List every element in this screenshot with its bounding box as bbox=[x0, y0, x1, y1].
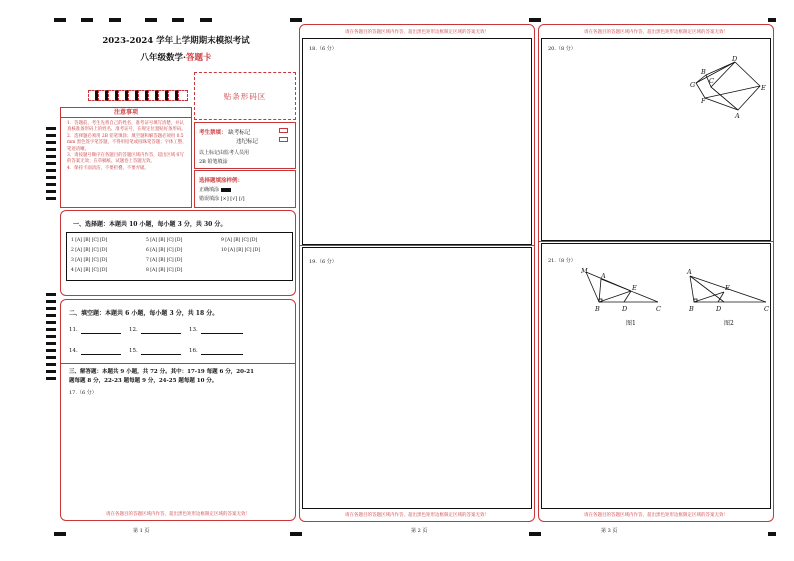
choice-item[interactable]: 1 [A] [B] [C] [D] bbox=[71, 238, 108, 243]
vertex-label: B bbox=[701, 68, 706, 76]
exam-status-box bbox=[194, 122, 296, 169]
wrong-fill-samples: [×] [√] [/] bbox=[220, 196, 245, 202]
page-number: 第 2 页 bbox=[411, 528, 428, 534]
grade-subject: 八年级数学 bbox=[140, 53, 184, 63]
fill-example-title: 选择题填涂样例： bbox=[199, 178, 244, 184]
section-choice bbox=[60, 210, 296, 296]
question-21-label: 21.（8 分） bbox=[548, 258, 576, 264]
vertex-label: E bbox=[725, 284, 730, 292]
positioning-mark bbox=[768, 18, 776, 22]
notice-box bbox=[60, 107, 192, 208]
exam-subtitle bbox=[60, 51, 292, 63]
timing-marks-top bbox=[46, 127, 56, 204]
vertex-label: D bbox=[622, 305, 628, 313]
notice-title: 注意事项 bbox=[61, 108, 191, 118]
timing-marks-bottom bbox=[46, 293, 56, 384]
section-fill-and-solve bbox=[60, 299, 296, 521]
section-solve-title-line: 三、解答题：本题共 9 小题，共 72 分。其中：17-19 每题 6 分，20-21 bbox=[69, 369, 254, 375]
vertex-label: F bbox=[701, 97, 706, 105]
vertex-label: C bbox=[764, 305, 769, 313]
wrong-fill-label: 错误填涂 bbox=[199, 196, 220, 202]
positioning-mark bbox=[529, 532, 541, 536]
positioning-mark bbox=[529, 18, 541, 22]
correct-fill-label: 正确填涂 bbox=[199, 187, 220, 193]
blank-label: 12. bbox=[129, 327, 138, 333]
vertex-label: B bbox=[689, 305, 694, 313]
vertex-label: M bbox=[581, 267, 588, 275]
page3-column bbox=[538, 24, 774, 522]
notice-item: 2．选择题必须用 2B 铅笔填涂；填空题和解答题必须用 0.5 mm 黑色签字笔答题，不得用铅笔或圆珠笔答题；字体工整、笔迹清晰。 bbox=[67, 133, 187, 152]
question-20-figure bbox=[689, 55, 769, 120]
vertex-label: A bbox=[687, 268, 692, 276]
vertex-label: A bbox=[735, 112, 740, 120]
section-solve-title bbox=[69, 368, 254, 386]
question-19-label: 19.（6 分） bbox=[309, 259, 337, 265]
blank-label: 14. bbox=[69, 348, 78, 354]
barcode-area bbox=[194, 72, 296, 120]
positioning-mark bbox=[768, 532, 776, 536]
vertex-label: D bbox=[732, 55, 738, 63]
answer-box-19[interactable] bbox=[302, 247, 532, 509]
question-21-figure-1 bbox=[576, 264, 666, 329]
title-separator: · bbox=[183, 53, 186, 63]
question-20-label: 20.（8 分） bbox=[548, 46, 576, 52]
answer-box-21[interactable] bbox=[541, 243, 771, 509]
barcode-label: 贴条形码区 bbox=[223, 91, 267, 101]
positioning-mark bbox=[200, 18, 212, 22]
status-note: 以上标记由监考人员用 bbox=[199, 150, 250, 156]
positioning-mark bbox=[145, 18, 157, 22]
choice-item[interactable]: 4 [A] [B] [C] [D] bbox=[71, 268, 108, 273]
vertex-label: D bbox=[716, 305, 722, 313]
vertex-label: C bbox=[656, 305, 661, 313]
blank-line[interactable] bbox=[141, 333, 181, 334]
choice-item[interactable]: 9 [A] [B] [C] [D] bbox=[221, 238, 258, 243]
blank-line[interactable] bbox=[201, 333, 243, 334]
status-note: 2B 铅笔填涂 bbox=[199, 159, 228, 165]
notice-item: 3．请按题号顺序在各题目的答题区域内作答，超出区域书写的答案无效；在草稿纸、试题卷上答题无效。 bbox=[67, 153, 184, 165]
exam-number-boxes[interactable] bbox=[88, 90, 188, 101]
blank-label: 11. bbox=[69, 327, 78, 333]
violation-label: 违纪标记 bbox=[236, 139, 259, 145]
question-17-label: 17.（6 分） bbox=[69, 390, 97, 396]
question-21-figure-2 bbox=[682, 264, 772, 329]
figure-caption: 图1 bbox=[626, 320, 636, 327]
section-solve-title-line: 题每题 8 分，22-23 题每题 9 分，24-25 题每题 10 分。 bbox=[69, 378, 218, 384]
positioning-mark bbox=[81, 18, 93, 22]
choice-item[interactable]: 5 [A] [B] [C] [D] bbox=[146, 238, 183, 243]
blank-label: 13. bbox=[189, 327, 198, 333]
page2-column bbox=[299, 24, 535, 522]
choice-row bbox=[67, 268, 292, 276]
fill-example-box bbox=[194, 170, 296, 208]
exam-title: 2023-2024 学年上学期期末模拟考试 bbox=[102, 36, 250, 46]
section-fill-title: 二、填空题：本题共 6 小题，每小题 3 分，共 18 分。 bbox=[69, 310, 219, 317]
choice-row bbox=[67, 238, 292, 246]
warning-text: 请在各题目的答题区域内作答，超出黑色矩形边框限定区域的答案无效！ bbox=[584, 513, 728, 518]
positioning-mark bbox=[54, 18, 66, 22]
choice-item[interactable]: 7 [A] [B] [C] [D] bbox=[146, 258, 183, 263]
choice-item[interactable]: 3 [A] [B] [C] [D] bbox=[71, 258, 108, 263]
warning-text: 请在各题目的答题区域内作答，超出黑色矩形边框限定区域的答案无效！ bbox=[345, 30, 489, 35]
answer-card-label: 答题卡 bbox=[185, 53, 212, 63]
section-divider bbox=[539, 241, 773, 242]
question-18-label: 18.（6 分） bbox=[309, 46, 337, 52]
positioning-mark bbox=[109, 18, 121, 22]
answer-box-20[interactable] bbox=[541, 38, 771, 241]
answer-box-18[interactable] bbox=[302, 38, 532, 245]
choice-row bbox=[67, 248, 292, 256]
section-divider bbox=[300, 245, 534, 246]
choice-grid bbox=[66, 232, 293, 281]
notice-item: 1．答题前，考生先将自己的姓名，准考证号填写清楚，并认真核准条形码上的姓名、准考证号，在规定位置贴好条形码。 bbox=[67, 121, 186, 133]
correct-fill-sample bbox=[221, 188, 231, 192]
blank-line[interactable] bbox=[201, 354, 243, 355]
vertex-label: G bbox=[690, 81, 696, 89]
blank-line[interactable] bbox=[81, 354, 121, 355]
positioning-mark bbox=[54, 532, 66, 536]
notice-item: 4．保持卡面清洁，不要折叠、不要弄破。 bbox=[67, 165, 149, 171]
page-number: 第 1 页 bbox=[133, 528, 150, 534]
page-number: 第 3 页 bbox=[601, 528, 618, 534]
choice-item[interactable]: 2 [A] [B] [C] [D] bbox=[71, 248, 108, 253]
warning-text: 请在各题目的答题区域内作答，超出黑色矩形边框限定区域的答案无效！ bbox=[106, 512, 250, 517]
absent-label: 缺考标记 bbox=[228, 130, 251, 136]
blank-line[interactable] bbox=[81, 333, 121, 334]
choice-item[interactable]: 10 [A] [B] [C] [D] bbox=[221, 248, 261, 253]
absent-checkbox[interactable] bbox=[279, 128, 288, 133]
vertex-label: E bbox=[761, 84, 766, 92]
positioning-mark bbox=[290, 532, 302, 536]
vertex-label: B bbox=[595, 305, 600, 313]
section-divider bbox=[61, 363, 295, 364]
positioning-mark bbox=[290, 18, 302, 22]
exam-status-label: 考生禁填： bbox=[199, 130, 227, 136]
warning-text: 请在各题目的答题区域内作答，超出黑色矩形边框限定区域的答案无效！ bbox=[345, 513, 489, 518]
positioning-mark bbox=[172, 18, 184, 22]
blank-line[interactable] bbox=[141, 354, 181, 355]
section-choice-title: 一、选择题：本题共 10 小题，每小题 3 分，共 30 分。 bbox=[73, 221, 227, 228]
vertex-label: E bbox=[632, 284, 637, 292]
choice-item[interactable]: 6 [A] [B] [C] [D] bbox=[146, 248, 183, 253]
blank-label: 16. bbox=[189, 348, 198, 354]
choice-row bbox=[67, 258, 292, 266]
figure-caption: 图2 bbox=[724, 320, 734, 327]
vertex-label: C bbox=[709, 77, 714, 85]
violation-checkbox[interactable] bbox=[279, 137, 288, 142]
blank-label: 15. bbox=[129, 348, 138, 354]
choice-item[interactable]: 8 [A] [B] [C] [D] bbox=[146, 268, 183, 273]
vertex-label: A bbox=[601, 272, 606, 280]
warning-text: 请在各题目的答题区域内作答，超出黑色矩形边框限定区域的答案无效！ bbox=[584, 30, 728, 35]
answer-area-17[interactable] bbox=[65, 398, 291, 506]
